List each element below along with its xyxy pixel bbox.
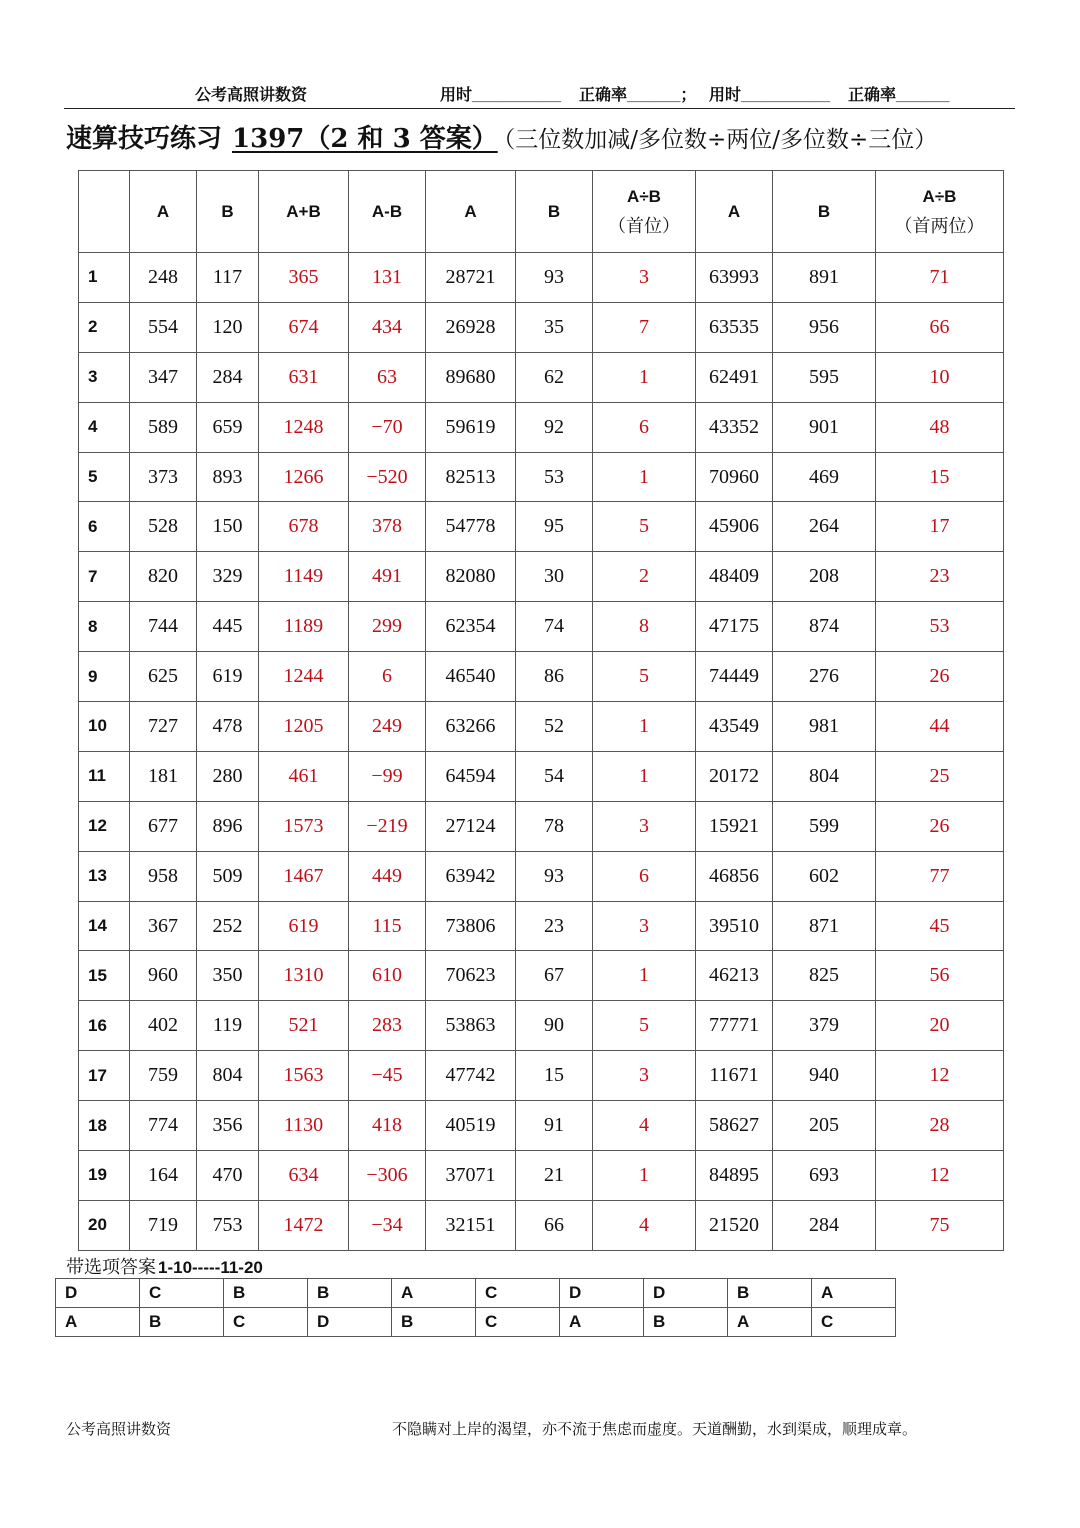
cell-a1: 367 xyxy=(130,901,197,951)
cell-b2: 21 xyxy=(516,1151,593,1201)
choice-cell: D xyxy=(560,1279,644,1308)
cell-diff: 249 xyxy=(349,702,426,752)
cell-a3: 74449 xyxy=(696,652,773,702)
cell-b1: 150 xyxy=(197,502,259,552)
table-row xyxy=(79,502,1004,552)
cell-quotient-first-two: 25 xyxy=(876,751,1004,801)
table-row xyxy=(79,402,1004,452)
cell-quotient-first: 8 xyxy=(593,602,696,652)
cell-sum: 619 xyxy=(259,901,349,951)
cell-b3: 956 xyxy=(773,302,876,352)
row-index: 15 xyxy=(79,951,130,1001)
cell-a3: 20172 xyxy=(696,751,773,801)
header-org: 公考高照讲数资 xyxy=(195,87,308,104)
choice-cell: C xyxy=(140,1279,224,1308)
table-row xyxy=(79,452,1004,502)
choice-cell: B xyxy=(644,1308,728,1337)
cell-b3: 208 xyxy=(773,552,876,602)
cell-b1: 753 xyxy=(197,1200,259,1250)
cell-a3: 21520 xyxy=(696,1200,773,1250)
table-row xyxy=(79,1051,1004,1101)
choice-cell: B xyxy=(140,1308,224,1337)
worksheet-header xyxy=(64,80,1015,109)
cell-b2: 95 xyxy=(516,502,593,552)
cell-a3: 39510 xyxy=(696,901,773,951)
cell-a2: 70623 xyxy=(426,951,516,1001)
cell-quotient-first-two: 23 xyxy=(876,552,1004,602)
header-div-first-digit xyxy=(593,171,696,253)
table-row xyxy=(79,302,1004,352)
choice-cell: B xyxy=(392,1308,476,1337)
cell-a1: 727 xyxy=(130,702,197,752)
choice-cell: C xyxy=(476,1308,560,1337)
table-row xyxy=(79,702,1004,752)
cell-a2: 54778 xyxy=(426,502,516,552)
cell-b1: 804 xyxy=(197,1051,259,1101)
cell-quotient-first: 6 xyxy=(593,851,696,901)
cell-a2: 28721 xyxy=(426,253,516,303)
cell-b2: 90 xyxy=(516,1001,593,1051)
cell-sum: 1310 xyxy=(259,951,349,1001)
cell-quotient-first: 5 xyxy=(593,652,696,702)
cell-quotient-first: 4 xyxy=(593,1200,696,1250)
table-row xyxy=(79,1200,1004,1250)
cell-a2: 26928 xyxy=(426,302,516,352)
cell-b1: 445 xyxy=(197,602,259,652)
cell-diff: 610 xyxy=(349,951,426,1001)
choice-cell: D xyxy=(644,1279,728,1308)
cell-quotient-first: 1 xyxy=(593,751,696,801)
choice-cell: C xyxy=(476,1279,560,1308)
cell-a3: 48409 xyxy=(696,552,773,602)
cell-b1: 329 xyxy=(197,552,259,602)
cell-quotient-first-two: 26 xyxy=(876,801,1004,851)
cell-b3: 264 xyxy=(773,502,876,552)
header-div1-note: （首位） xyxy=(608,215,680,237)
cell-b3: 379 xyxy=(773,1001,876,1051)
header-a1: A xyxy=(130,171,197,253)
choice-cell: A xyxy=(728,1308,812,1337)
cell-diff: 6 xyxy=(349,652,426,702)
header-accuracy-field: 正确率______； xyxy=(579,87,697,104)
cell-quotient-first: 4 xyxy=(593,1101,696,1151)
choice-row xyxy=(56,1308,896,1337)
row-index: 18 xyxy=(79,1101,130,1151)
cell-a1: 589 xyxy=(130,402,197,452)
page-title xyxy=(66,118,1026,155)
cell-b3: 825 xyxy=(773,951,876,1001)
cell-diff: 115 xyxy=(349,901,426,951)
choice-cell: A xyxy=(392,1279,476,1308)
choice-cell: C xyxy=(224,1308,308,1337)
cell-diff: 63 xyxy=(349,352,426,402)
cell-diff: −45 xyxy=(349,1051,426,1101)
cell-diff: −520 xyxy=(349,452,426,502)
cell-b1: 252 xyxy=(197,901,259,951)
cell-b3: 205 xyxy=(773,1101,876,1151)
cell-a3: 45906 xyxy=(696,502,773,552)
choice-answers-range: 1-10-----11-20 xyxy=(158,1258,263,1277)
cell-quotient-first: 5 xyxy=(593,1001,696,1051)
header-div2-label: A÷B xyxy=(922,186,957,206)
cell-quotient-first: 2 xyxy=(593,552,696,602)
cell-sum: 1266 xyxy=(259,452,349,502)
cell-a1: 759 xyxy=(130,1051,197,1101)
row-index: 6 xyxy=(79,502,130,552)
practice-table xyxy=(78,170,1004,1251)
cell-a2: 32151 xyxy=(426,1200,516,1250)
cell-b1: 284 xyxy=(197,352,259,402)
cell-sum: 678 xyxy=(259,502,349,552)
cell-sum: 1130 xyxy=(259,1101,349,1151)
row-index: 9 xyxy=(79,652,130,702)
cell-a1: 164 xyxy=(130,1151,197,1201)
cell-b3: 693 xyxy=(773,1151,876,1201)
table-row xyxy=(79,951,1004,1001)
cell-quotient-first-two: 75 xyxy=(876,1200,1004,1250)
header-time-field-2: 用时__________ xyxy=(709,87,830,104)
title-number: 1397（2 和 3 答案） xyxy=(232,124,498,154)
cell-a2: 62354 xyxy=(426,602,516,652)
cell-b2: 54 xyxy=(516,751,593,801)
cell-quotient-first-two: 71 xyxy=(876,253,1004,303)
cell-quotient-first-two: 56 xyxy=(876,951,1004,1001)
cell-b1: 120 xyxy=(197,302,259,352)
choice-cell: B xyxy=(728,1279,812,1308)
choice-cell: B xyxy=(308,1279,392,1308)
cell-quotient-first: 3 xyxy=(593,1051,696,1101)
cell-a2: 82080 xyxy=(426,552,516,602)
cell-b1: 896 xyxy=(197,801,259,851)
cell-quotient-first-two: 12 xyxy=(876,1051,1004,1101)
cell-a3: 84895 xyxy=(696,1151,773,1201)
row-index: 1 xyxy=(79,253,130,303)
cell-a1: 774 xyxy=(130,1101,197,1151)
cell-a1: 347 xyxy=(130,352,197,402)
header-b3: B xyxy=(773,171,876,253)
cell-sum: 1149 xyxy=(259,552,349,602)
cell-quotient-first-two: 66 xyxy=(876,302,1004,352)
cell-b3: 595 xyxy=(773,352,876,402)
header-a3: A xyxy=(696,171,773,253)
cell-b2: 52 xyxy=(516,702,593,752)
cell-b2: 74 xyxy=(516,602,593,652)
cell-quotient-first-two: 48 xyxy=(876,402,1004,452)
cell-b1: 117 xyxy=(197,253,259,303)
cell-b1: 470 xyxy=(197,1151,259,1201)
header-index xyxy=(79,171,130,253)
cell-quotient-first-two: 44 xyxy=(876,702,1004,752)
row-index: 17 xyxy=(79,1051,130,1101)
table-header-row xyxy=(79,171,1004,253)
row-index: 5 xyxy=(79,452,130,502)
header-b2: B xyxy=(516,171,593,253)
row-index: 19 xyxy=(79,1151,130,1201)
cell-diff: 378 xyxy=(349,502,426,552)
header-div-first-two-digits xyxy=(876,171,1004,253)
cell-b2: 91 xyxy=(516,1101,593,1151)
choice-cell: D xyxy=(308,1308,392,1337)
cell-a1: 248 xyxy=(130,253,197,303)
cell-b1: 119 xyxy=(197,1001,259,1051)
cell-sum: 1467 xyxy=(259,851,349,901)
choice-answers-title xyxy=(66,1253,263,1279)
header-div1-label: A÷B xyxy=(627,186,661,206)
cell-sum: 365 xyxy=(259,253,349,303)
cell-a1: 960 xyxy=(130,951,197,1001)
cell-a1: 744 xyxy=(130,602,197,652)
cell-quotient-first: 3 xyxy=(593,801,696,851)
row-index: 3 xyxy=(79,352,130,402)
cell-a1: 719 xyxy=(130,1200,197,1250)
cell-a3: 63535 xyxy=(696,302,773,352)
header-sum: A+B xyxy=(259,171,349,253)
cell-sum: 1205 xyxy=(259,702,349,752)
choice-answers-table xyxy=(55,1278,896,1337)
choice-cell: C xyxy=(812,1308,896,1337)
cell-a1: 373 xyxy=(130,452,197,502)
cell-a1: 677 xyxy=(130,801,197,851)
cell-b1: 619 xyxy=(197,652,259,702)
cell-a1: 554 xyxy=(130,302,197,352)
cell-a2: 89680 xyxy=(426,352,516,402)
header-diff: A-B xyxy=(349,171,426,253)
row-index: 10 xyxy=(79,702,130,752)
cell-b3: 469 xyxy=(773,452,876,502)
cell-a3: 46213 xyxy=(696,951,773,1001)
footer-motto: 不隐瞒对上岸的渴望，亦不流于焦虑而虚度。天道酬勤，水到渠成，顺理成章。 xyxy=(392,1420,918,1438)
cell-b2: 78 xyxy=(516,801,593,851)
cell-a2: 64594 xyxy=(426,751,516,801)
cell-a2: 40519 xyxy=(426,1101,516,1151)
title-subtitle: （三位数加减/多位数÷两位/多位数÷三位） xyxy=(503,127,938,153)
table-row xyxy=(79,1001,1004,1051)
cell-quotient-first-two: 45 xyxy=(876,901,1004,951)
cell-sum: 1189 xyxy=(259,602,349,652)
cell-quotient-first-two: 17 xyxy=(876,502,1004,552)
cell-b1: 280 xyxy=(197,751,259,801)
header-a2: A xyxy=(426,171,516,253)
table-row xyxy=(79,552,1004,602)
row-index: 7 xyxy=(79,552,130,602)
table-row xyxy=(79,801,1004,851)
table-row xyxy=(79,652,1004,702)
cell-b1: 509 xyxy=(197,851,259,901)
row-index: 11 xyxy=(79,751,130,801)
cell-a3: 43549 xyxy=(696,702,773,752)
row-index: 8 xyxy=(79,602,130,652)
cell-quotient-first-two: 77 xyxy=(876,851,1004,901)
cell-a3: 70960 xyxy=(696,452,773,502)
cell-quotient-first: 6 xyxy=(593,402,696,452)
row-index: 20 xyxy=(79,1200,130,1250)
cell-quotient-first-two: 53 xyxy=(876,602,1004,652)
cell-a2: 46540 xyxy=(426,652,516,702)
row-index: 13 xyxy=(79,851,130,901)
cell-diff: 449 xyxy=(349,851,426,901)
row-index: 4 xyxy=(79,402,130,452)
cell-quotient-first-two: 15 xyxy=(876,452,1004,502)
cell-b2: 93 xyxy=(516,253,593,303)
cell-quotient-first: 1 xyxy=(593,951,696,1001)
choice-cell: A xyxy=(56,1308,140,1337)
cell-b2: 53 xyxy=(516,452,593,502)
cell-a3: 11671 xyxy=(696,1051,773,1101)
cell-sum: 1573 xyxy=(259,801,349,851)
cell-b3: 891 xyxy=(773,253,876,303)
cell-a3: 62491 xyxy=(696,352,773,402)
cell-b2: 66 xyxy=(516,1200,593,1250)
cell-b2: 67 xyxy=(516,951,593,1001)
table-row xyxy=(79,352,1004,402)
cell-diff: −34 xyxy=(349,1200,426,1250)
choice-row xyxy=(56,1279,896,1308)
cell-b3: 602 xyxy=(773,851,876,901)
cell-sum: 1472 xyxy=(259,1200,349,1250)
choice-cell: A xyxy=(812,1279,896,1308)
cell-diff: 299 xyxy=(349,602,426,652)
cell-b3: 276 xyxy=(773,652,876,702)
cell-a2: 73806 xyxy=(426,901,516,951)
cell-quotient-first-two: 26 xyxy=(876,652,1004,702)
cell-a1: 958 xyxy=(130,851,197,901)
cell-b1: 893 xyxy=(197,452,259,502)
header-accuracy-field-2: 正确率______ xyxy=(848,87,950,104)
table-row xyxy=(79,851,1004,901)
cell-a2: 47742 xyxy=(426,1051,516,1101)
cell-a2: 53863 xyxy=(426,1001,516,1051)
cell-b1: 350 xyxy=(197,951,259,1001)
cell-sum: 1563 xyxy=(259,1051,349,1101)
cell-diff: 283 xyxy=(349,1001,426,1051)
header-time-field: 用时__________ xyxy=(440,87,561,104)
cell-sum: 674 xyxy=(259,302,349,352)
cell-a2: 63266 xyxy=(426,702,516,752)
cell-diff: −99 xyxy=(349,751,426,801)
cell-quotient-first-two: 28 xyxy=(876,1101,1004,1151)
cell-a2: 59619 xyxy=(426,402,516,452)
cell-diff: −70 xyxy=(349,402,426,452)
cell-diff: −219 xyxy=(349,801,426,851)
cell-a2: 27124 xyxy=(426,801,516,851)
cell-a2: 82513 xyxy=(426,452,516,502)
cell-b2: 86 xyxy=(516,652,593,702)
cell-b3: 874 xyxy=(773,602,876,652)
cell-quotient-first: 7 xyxy=(593,302,696,352)
cell-quotient-first-two: 12 xyxy=(876,1151,1004,1201)
cell-b2: 35 xyxy=(516,302,593,352)
choice-answers-label: 带选项答案 xyxy=(66,1257,156,1278)
cell-quotient-first: 3 xyxy=(593,901,696,951)
cell-quotient-first-two: 10 xyxy=(876,352,1004,402)
table-row xyxy=(79,1151,1004,1201)
cell-quotient-first: 5 xyxy=(593,502,696,552)
cell-b1: 356 xyxy=(197,1101,259,1151)
cell-a1: 181 xyxy=(130,751,197,801)
cell-sum: 631 xyxy=(259,352,349,402)
cell-sum: 521 xyxy=(259,1001,349,1051)
cell-diff: 418 xyxy=(349,1101,426,1151)
cell-quotient-first: 3 xyxy=(593,253,696,303)
cell-b2: 15 xyxy=(516,1051,593,1101)
table-row xyxy=(79,1101,1004,1151)
cell-b1: 478 xyxy=(197,702,259,752)
cell-b3: 901 xyxy=(773,402,876,452)
row-index: 2 xyxy=(79,302,130,352)
cell-b3: 940 xyxy=(773,1051,876,1101)
table-row xyxy=(79,602,1004,652)
cell-b1: 659 xyxy=(197,402,259,452)
cell-diff: 491 xyxy=(349,552,426,602)
choice-cell: B xyxy=(224,1279,308,1308)
cell-a3: 47175 xyxy=(696,602,773,652)
cell-b3: 871 xyxy=(773,901,876,951)
cell-a1: 528 xyxy=(130,502,197,552)
cell-a1: 820 xyxy=(130,552,197,602)
row-index: 14 xyxy=(79,901,130,951)
cell-a3: 43352 xyxy=(696,402,773,452)
choice-cell: A xyxy=(560,1308,644,1337)
cell-a3: 77771 xyxy=(696,1001,773,1051)
row-index: 12 xyxy=(79,801,130,851)
row-index: 16 xyxy=(79,1001,130,1051)
cell-sum: 461 xyxy=(259,751,349,801)
cell-b2: 23 xyxy=(516,901,593,951)
cell-b2: 92 xyxy=(516,402,593,452)
cell-b3: 804 xyxy=(773,751,876,801)
cell-b3: 599 xyxy=(773,801,876,851)
cell-sum: 1244 xyxy=(259,652,349,702)
title-main: 速算技巧练习 xyxy=(66,124,223,154)
cell-b2: 62 xyxy=(516,352,593,402)
footer-org: 公考高照讲数资 xyxy=(66,1420,172,1438)
cell-quotient-first-two: 20 xyxy=(876,1001,1004,1051)
cell-a1: 402 xyxy=(130,1001,197,1051)
cell-diff: −306 xyxy=(349,1151,426,1201)
choice-cell: D xyxy=(56,1279,140,1308)
cell-a2: 63942 xyxy=(426,851,516,901)
cell-a1: 625 xyxy=(130,652,197,702)
cell-a3: 15921 xyxy=(696,801,773,851)
cell-a2: 37071 xyxy=(426,1151,516,1201)
cell-diff: 434 xyxy=(349,302,426,352)
cell-quotient-first: 1 xyxy=(593,702,696,752)
cell-quotient-first: 1 xyxy=(593,352,696,402)
cell-b2: 30 xyxy=(516,552,593,602)
cell-a3: 58627 xyxy=(696,1101,773,1151)
cell-a3: 63993 xyxy=(696,253,773,303)
cell-a3: 46856 xyxy=(696,851,773,901)
table-row xyxy=(79,253,1004,303)
cell-b3: 981 xyxy=(773,702,876,752)
cell-sum: 634 xyxy=(259,1151,349,1201)
cell-diff: 131 xyxy=(349,253,426,303)
cell-sum: 1248 xyxy=(259,402,349,452)
cell-quotient-first: 1 xyxy=(593,452,696,502)
table-row xyxy=(79,751,1004,801)
cell-b3: 284 xyxy=(773,1200,876,1250)
header-div2-note: （首两位） xyxy=(894,215,985,237)
header-b1: B xyxy=(197,171,259,253)
cell-b2: 93 xyxy=(516,851,593,901)
table-row xyxy=(79,901,1004,951)
cell-quotient-first: 1 xyxy=(593,1151,696,1201)
